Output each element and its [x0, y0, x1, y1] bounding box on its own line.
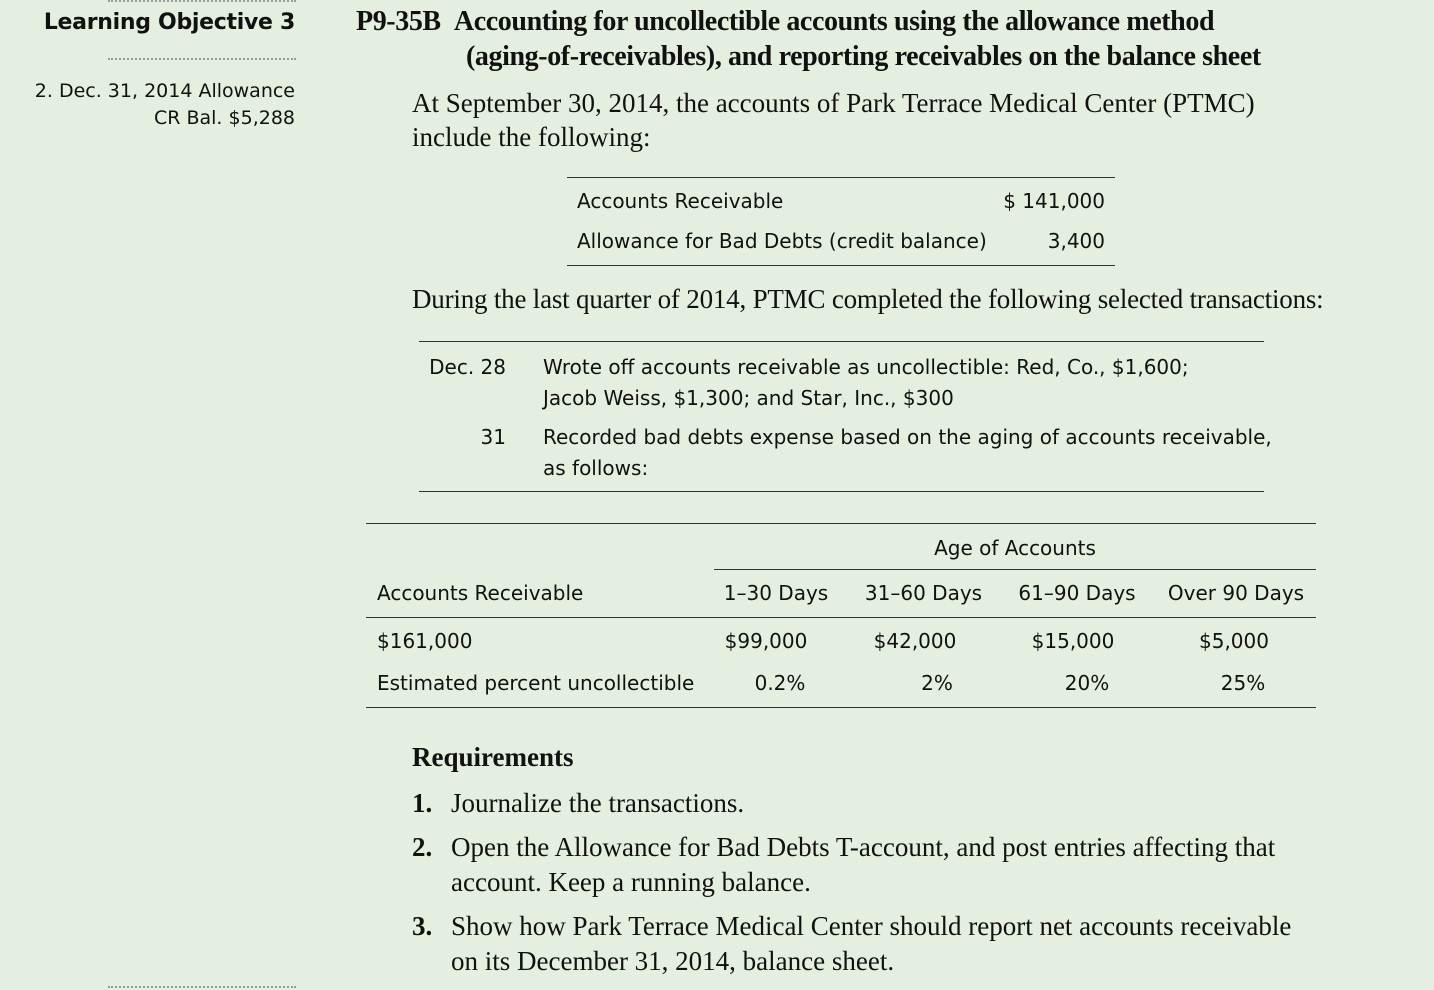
aging-column-header: 1–30 Days: [723, 581, 829, 605]
aging-column-header: Over 90 Days: [1167, 581, 1305, 605]
requirement-number: 2.: [412, 832, 433, 862]
top-dotted-rule: [108, 0, 296, 2]
transaction-description: [543, 352, 1189, 414]
answer-hint: [20, 78, 295, 132]
transaction-date: Dec. 28: [429, 355, 506, 379]
aging-column-header: 61–90 Days: [1018, 581, 1136, 605]
problem-title-line1: Accounting for uncollectible accounts using the allowance method: [453, 6, 1215, 37]
aging-percent-label: Estimated percent uncollectible: [377, 671, 695, 695]
aging-row-header: Accounts Receivable: [377, 581, 584, 605]
transaction-line: as follows:: [543, 456, 649, 480]
aging-table-bottom-rule: [366, 707, 1316, 708]
requirement-item: [412, 830, 1312, 900]
problem-heading: [356, 4, 1261, 74]
margin-dotted-rule: [108, 58, 296, 60]
transaction-line: Jacob Weiss, $1,300; and Star, Inc., $300: [543, 386, 954, 410]
transaction-line: Wrote off accounts receivable as uncollectible: Red, Co., $1,600;: [543, 355, 1189, 379]
requirement-number: 1.: [412, 788, 433, 818]
aging-table-top-rule: [366, 523, 1316, 524]
requirement-line: Open the Allowance for Bad Debts T-account, and post entries affecting that: [451, 832, 1276, 862]
answer-hint-line2: CR Bal. $5,288: [153, 107, 295, 129]
transaction-description: [543, 422, 1272, 484]
problem-id: P9-35B: [356, 6, 441, 37]
aging-group-rule: [714, 569, 1316, 570]
transactions-top-rule: [419, 341, 1264, 342]
intro-line1: At September 30, 2014, the accounts of Park Terrace Medical Center (PTMC): [412, 88, 1255, 118]
transaction-line: Recorded bad debts expense based on the aging of accounts receivable,: [543, 425, 1272, 449]
aging-percent-value: 0.2%: [754, 671, 806, 695]
aging-percent-value: 20%: [1064, 671, 1110, 695]
problem-intro: [412, 86, 1372, 154]
balance-label-ar: Accounts Receivable: [577, 189, 784, 213]
transactions-bottom-rule: [419, 491, 1264, 492]
problem-title-line2: (aging-of-receivables), and reporting receivables on the balance sheet: [466, 41, 1261, 72]
requirement-line: Show how Park Terrace Medical Center should report net accounts receivable: [451, 911, 1292, 941]
requirement-item: [412, 909, 1312, 979]
requirement-line: Journalize the transactions.: [451, 788, 745, 818]
aging-percent-value: 25%: [1220, 671, 1266, 695]
aging-total-value: $99,000: [724, 629, 808, 653]
requirement-line: account. Keep a running balance.: [451, 867, 811, 897]
aging-header-rule: [366, 617, 1316, 618]
requirements-heading: Requirements: [412, 742, 574, 772]
learning-objective-label: Learning Objective 3: [43, 10, 295, 35]
balance-amount-allowance: 3,400: [1047, 229, 1105, 253]
balance-table-top-rule: [567, 177, 1115, 178]
requirement-line: on its December 31, 2014, balance sheet.: [451, 946, 895, 976]
aging-total-value: $5,000: [1199, 629, 1269, 653]
balance-amount-ar: $ 141,000: [1003, 189, 1105, 213]
requirement-number: 3.: [412, 911, 433, 941]
requirement-item: [412, 786, 1312, 821]
aging-total-label: $161,000: [377, 629, 473, 653]
balance-label-allowance: Allowance for Bad Debts (credit balance): [577, 229, 987, 253]
aging-total-value: $42,000: [873, 629, 957, 653]
transaction-date: 31: [480, 425, 506, 449]
balance-table-bottom-rule: [567, 265, 1115, 266]
aging-column-header: 31–60 Days: [864, 581, 983, 605]
bottom-dotted-rule: [108, 986, 296, 988]
during-text: During the last quarter of 2014, PTMC completed the following selected transactions:: [412, 284, 1324, 314]
aging-total-value: $15,000: [1031, 629, 1115, 653]
aging-group-header: Age of Accounts: [934, 536, 1096, 560]
answer-hint-line1: 2. Dec. 31, 2014 Allowance: [34, 80, 295, 102]
aging-percent-value: 2%: [921, 671, 953, 695]
intro-line2: include the following:: [412, 122, 651, 152]
